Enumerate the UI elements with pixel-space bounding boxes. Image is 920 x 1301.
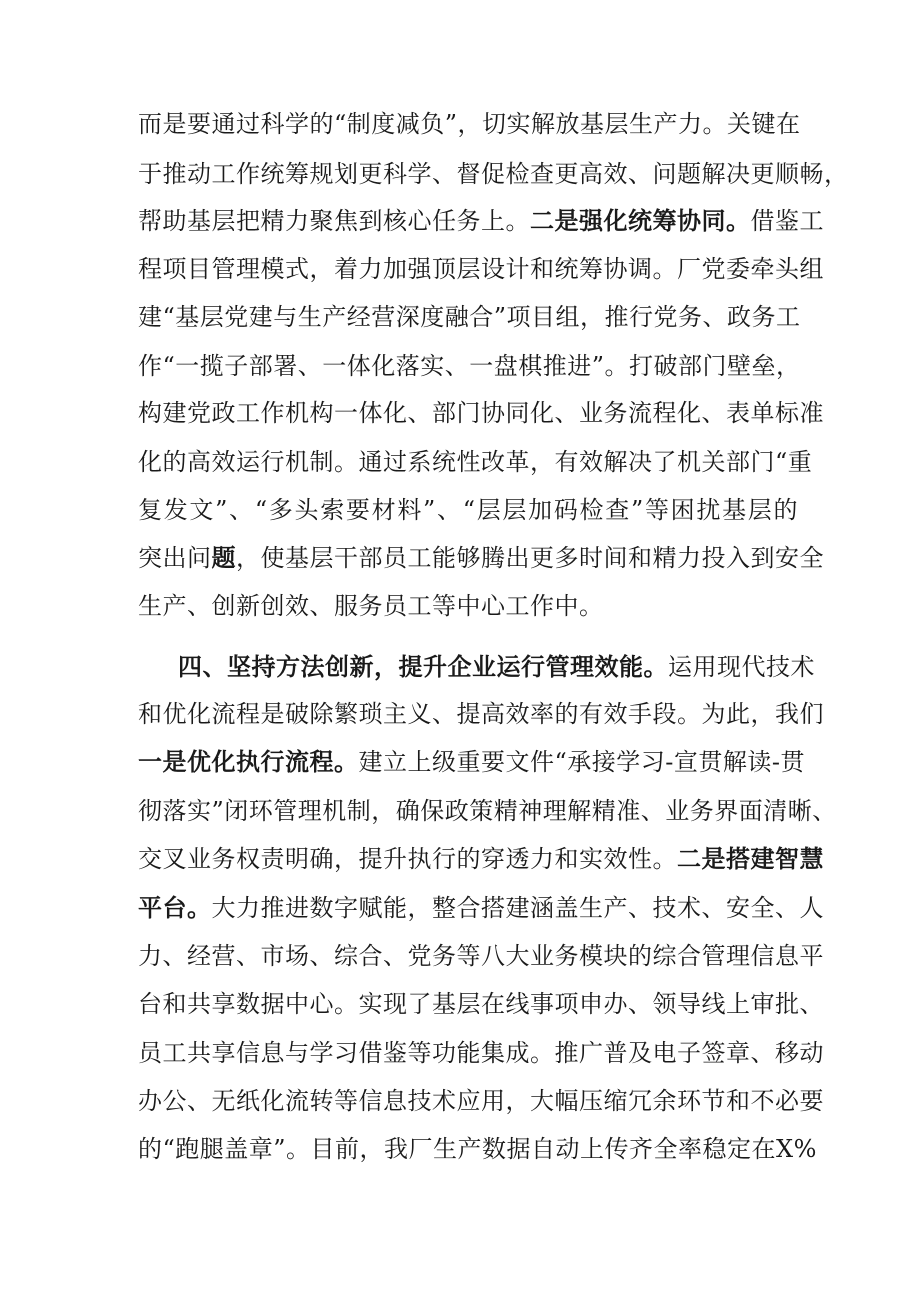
text-span: 作“一揽子部署、一体化落实、一盘棋推进”。打破部门壁垒， [138, 352, 801, 380]
text-span: 构建党政工作机构一体化、部门协同化、业务流程化、表单标准 [138, 399, 824, 427]
text-span: 力、经营、市场、综合、党务等八大业务模块的综合管理信息平 [138, 942, 824, 970]
text-span: 突出问 [138, 544, 212, 572]
text-span: 而是要通过科学的“制度减负”，切实解放基层生产力。关键在 [138, 110, 801, 138]
text-span: 建立上级重要文件“承接学习-宣贯解读-贯 [358, 748, 805, 776]
text-line [138, 157, 849, 191]
text-span: 台和共享数据中心。实现了基层在线事项申办、领导线上审批、 [138, 990, 824, 1018]
text-span: 彻落实”闭环管理机制，确保政策精神理解精准、业务界面清晰、 [138, 797, 837, 825]
text-line [138, 1084, 824, 1118]
text-span: 建“基层党建与生产经营深度融合”项目组，推行党务、政务工 [138, 303, 801, 331]
text-line [178, 650, 815, 684]
text-span: 办公、无纸化流转等信息技术应用，大幅压缩冗余环节和不必要 [138, 1087, 824, 1115]
text-line [138, 939, 824, 973]
text-span: 生产、创新创效、服务员工等中心工作中。 [138, 592, 604, 620]
text-line [138, 891, 824, 925]
text-span: 大力推进数字赋能，整合搭建涵盖生产、技术、安全、人 [211, 894, 824, 922]
text-span: 员工共享信息与学习借鉴等功能集成。推广普及电子签章、移动 [138, 1039, 824, 1067]
text-span: 程项目管理模式，着力加强顶层设计和统筹协调。厂党委牵头组 [138, 255, 824, 283]
text-line [138, 107, 801, 141]
bold-text-span: 二是搭建智慧 [677, 845, 824, 873]
text-line [138, 1036, 824, 1070]
bold-text-span: 平台。 [138, 894, 212, 922]
text-line [138, 1132, 817, 1166]
text-span: 运用现代技术 [668, 653, 815, 681]
text-line [138, 445, 813, 479]
text-line [138, 493, 798, 527]
text-line [138, 697, 824, 731]
text-span: 和优化流程是破除繁琐主义、提高效率的有效手段。为此，我们 [138, 700, 824, 728]
text-line [138, 745, 805, 779]
text-line [138, 541, 824, 575]
bold-text-span: 四、坚持方法创新，提升企业运行管理效能。 [178, 653, 668, 681]
text-span: 借鉴工 [750, 207, 824, 235]
text-span: 的“跑腿盖章”。目前，我厂生产数据自动上传齐全率稳定在X% [138, 1135, 817, 1163]
text-line [138, 300, 801, 334]
bold-text-span: 题 [211, 544, 236, 572]
text-span: 复发文”、“多头索要材料”、“层层加码检查”等困扰基层的 [138, 496, 798, 524]
bold-text-span: 二是强化统筹协同。 [530, 207, 751, 235]
bold-text-span: 一是优化执行流程。 [138, 748, 359, 776]
text-span: 帮助基层把精力聚焦到核心任务上。 [138, 207, 530, 235]
text-line [138, 842, 824, 876]
text-line [138, 204, 824, 238]
text-span: 交叉业务权责明确，提升执行的穿透力和实效性。 [138, 845, 677, 873]
text-span: 化的高效运行机制。通过系统性改革，有效解决了机关部门“重 [138, 448, 813, 476]
text-line [138, 987, 824, 1021]
text-span: ，使基层干部员工能够腾出更多时间和精力投入到安全 [236, 544, 824, 572]
text-line [138, 349, 801, 383]
text-span: 于推动工作统筹规划更科学、督促检查更高效、问题解决更顺畅， [138, 160, 849, 188]
text-line [138, 252, 824, 286]
text-line [138, 794, 837, 828]
text-line [138, 396, 824, 430]
text-line [138, 589, 798, 623]
